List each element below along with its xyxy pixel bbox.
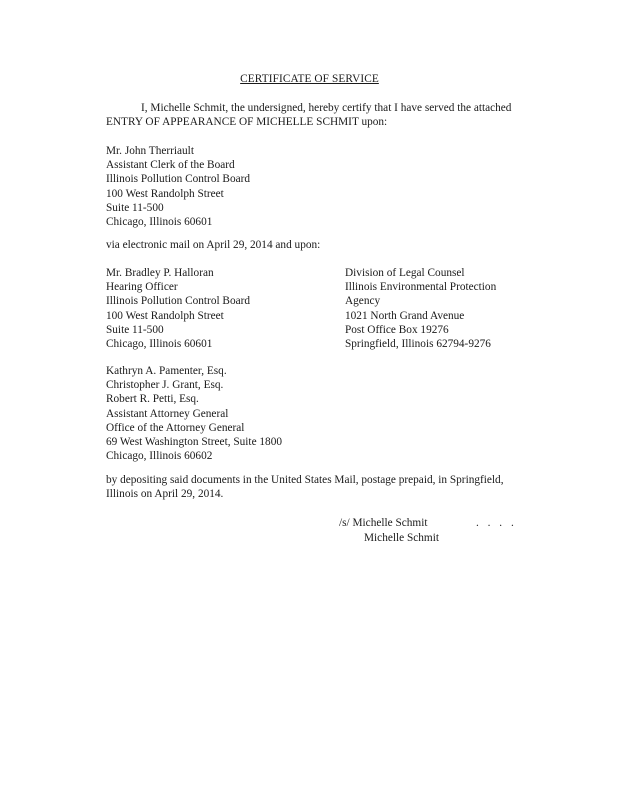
- address-line: 100 West Randolph Street: [106, 187, 224, 200]
- recipient-attorney-general-address: [106, 364, 282, 463]
- address-line: Post Office Box 19276: [345, 323, 449, 336]
- address-line: Illinois Pollution Control Board: [106, 173, 251, 186]
- intro-line-1: I, Michelle Schmit, the undersigned, hereby certify that I have served the attached: [141, 102, 512, 114]
- address-line: Chicago, Illinois 60601: [106, 338, 213, 351]
- address-line: Hearing Officer: [106, 281, 178, 294]
- closing-line-2: Illinois on April 29, 2014.: [106, 488, 224, 500]
- closing-line-1: by depositing said documents in the United States Mail, postage prepaid, in Springfield,: [106, 474, 504, 486]
- via-email-line: via electronic mail on April 29, 2014 and upon:: [106, 239, 321, 251]
- address-line: 1021 North Grand Avenue: [345, 309, 465, 322]
- address-line: Suite 11-500: [106, 201, 164, 214]
- intro-paragraph: [106, 101, 556, 129]
- address-line: Assistant Clerk of the Board: [106, 159, 235, 172]
- signature-trailing-marks: . . . .: [476, 517, 517, 529]
- address-line: Illinois Environmental Protection: [345, 281, 497, 294]
- address-line: Illinois Pollution Control Board: [106, 295, 251, 308]
- signer-printed-name: Michelle Schmit: [364, 532, 439, 544]
- intro-line-2: ENTRY OF APPEARANCE OF MICHELLE SCHMIT upon:: [106, 116, 388, 129]
- address-line: Office of the Attorney General: [106, 421, 245, 434]
- address-line: 69 West Washington Street, Suite 1800: [106, 436, 282, 449]
- recipient-clerk-address: [106, 144, 250, 229]
- address-line: Mr. Bradley P. Halloran: [106, 267, 214, 279]
- address-line: Division of Legal Counsel: [345, 267, 465, 279]
- address-line: Chicago, Illinois 60601: [106, 216, 213, 229]
- address-line: 100 West Randolph Street: [106, 309, 224, 322]
- address-line: Chicago, Illinois 60602: [106, 450, 213, 463]
- recipient-iepa-address: [345, 266, 496, 351]
- electronic-signature: /s/ Michelle Schmit: [339, 517, 428, 529]
- document-title: CERTIFICATE OF SERVICE: [240, 73, 379, 85]
- address-line: Christopher J. Grant, Esq.: [106, 379, 224, 392]
- address-line: Agency: [345, 295, 381, 308]
- address-line: Assistant Attorney General: [106, 407, 229, 420]
- address-line: Springfield, Illinois 62794-9276: [345, 338, 491, 351]
- address-line: Suite 11-500: [106, 323, 164, 336]
- address-line: Mr. John Therriault: [106, 145, 194, 157]
- address-line: Kathryn A. Pamenter, Esq.: [106, 365, 227, 377]
- recipient-hearing-officer-address: [106, 266, 250, 351]
- address-line: Robert R. Petti, Esq.: [106, 393, 199, 406]
- signature-line: [329, 516, 427, 530]
